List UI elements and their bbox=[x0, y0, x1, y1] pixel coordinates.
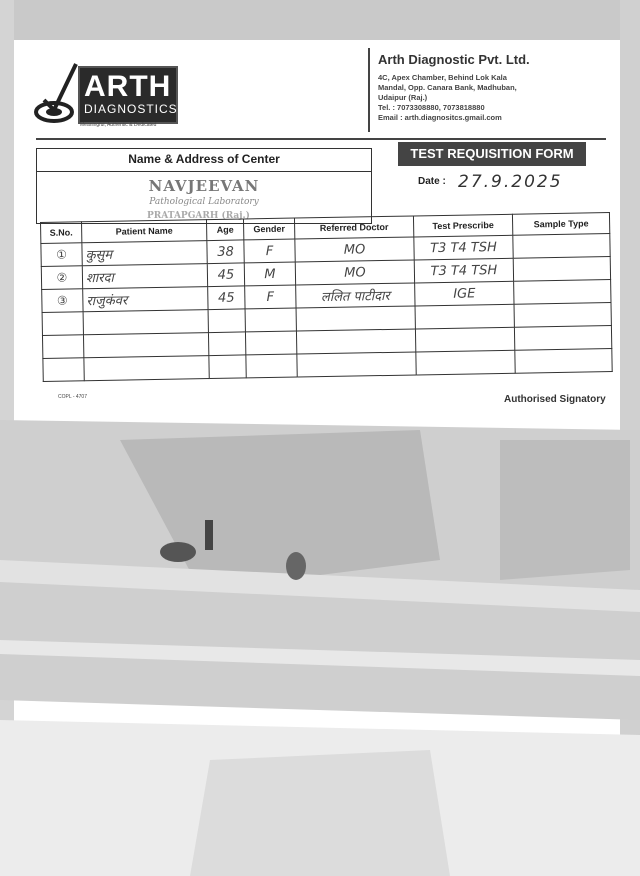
col-header-sample-type: Sample Type bbox=[512, 213, 609, 236]
col-header-gender: Gender bbox=[243, 218, 294, 240]
company-name: Arth Diagnostic Pvt. Ltd. bbox=[378, 52, 530, 67]
cell-sno bbox=[43, 358, 84, 382]
cell-sample bbox=[514, 280, 611, 305]
company-info bbox=[378, 52, 618, 123]
address-line: Mandal, Opp. Canara Bank, Madhuban, bbox=[378, 83, 517, 92]
cell-test bbox=[416, 350, 515, 375]
arth-logo bbox=[34, 60, 184, 126]
cell-doctor bbox=[296, 306, 415, 331]
cell-gender: F bbox=[244, 239, 295, 263]
cell-age bbox=[208, 309, 245, 333]
cell-gender: M bbox=[244, 262, 295, 286]
table-body bbox=[41, 234, 612, 382]
cell-doctor bbox=[297, 352, 416, 377]
cell-name bbox=[84, 356, 209, 381]
cell-name: कुसुम bbox=[82, 241, 207, 266]
address-line: 4C, Apex Chamber, Behind Lok Kala bbox=[378, 73, 507, 82]
cell-test: T3 T4 TSH bbox=[414, 258, 513, 283]
cell-name: शारदा bbox=[82, 264, 207, 289]
cell-doctor: MO bbox=[295, 260, 414, 285]
col-header-age: Age bbox=[206, 219, 243, 241]
col-header-sno: S.No. bbox=[41, 222, 82, 244]
company-address bbox=[378, 73, 618, 123]
form-title: TEST REQUISITION FORM bbox=[398, 142, 586, 166]
address-line: Email : arth.diagnositcs.gmail.com bbox=[378, 113, 502, 122]
cell-doctor: ललित पाटीदार bbox=[296, 283, 415, 308]
col-header-patient-name: Patient Name bbox=[82, 220, 207, 243]
cell-doctor: MO bbox=[295, 237, 414, 262]
cell-gender bbox=[246, 354, 297, 378]
date-value: 27.9.2025 bbox=[458, 172, 563, 192]
cell-sample bbox=[514, 326, 611, 351]
cell-doctor bbox=[296, 329, 415, 354]
logo-brand: ARTH bbox=[84, 70, 172, 103]
cell-gender bbox=[245, 308, 296, 332]
header-rule bbox=[36, 138, 606, 140]
cell-sno: ② bbox=[41, 266, 82, 290]
cell-sno: ① bbox=[41, 243, 82, 267]
cell-sample bbox=[515, 349, 612, 374]
center-separator bbox=[37, 171, 371, 172]
cell-name bbox=[83, 333, 208, 358]
cell-age bbox=[209, 355, 246, 379]
cell-name: राजुकंवर bbox=[83, 287, 208, 312]
col-header-test-prescribe: Test Prescribe bbox=[413, 214, 512, 237]
cell-age: 45 bbox=[208, 286, 245, 310]
center-stamp-city: PRATAPGARH (Raj.) bbox=[147, 211, 250, 221]
logo-tagline: Meaningful, Authentic & Dedicated bbox=[80, 122, 157, 128]
cell-test bbox=[415, 304, 514, 329]
cell-age: 38 bbox=[207, 240, 244, 264]
form-code: COPL - 4707 bbox=[58, 394, 87, 400]
cell-test: IGE bbox=[415, 281, 514, 306]
patient-table bbox=[40, 212, 613, 382]
cell-sno bbox=[42, 312, 83, 336]
cell-sample bbox=[513, 257, 610, 282]
address-line: Udaipur (Raj.) bbox=[378, 93, 428, 102]
date-label: Date : bbox=[418, 176, 446, 187]
cell-gender: F bbox=[245, 285, 296, 309]
cell-name bbox=[83, 310, 208, 335]
target-check-icon bbox=[34, 60, 80, 126]
cell-test bbox=[415, 327, 514, 352]
logo-badge bbox=[78, 66, 178, 124]
authorised-signatory-label: Authorised Signatory bbox=[504, 394, 606, 405]
cell-sno bbox=[42, 335, 83, 359]
cell-sno: ③ bbox=[42, 289, 83, 313]
cell-sample bbox=[513, 234, 610, 259]
center-box bbox=[36, 148, 372, 224]
cell-sample bbox=[514, 303, 611, 328]
center-title: Name & Address of Center bbox=[128, 152, 280, 166]
address-line: Tel. : 7073308880, 7073818880 bbox=[378, 103, 485, 112]
header-divider bbox=[368, 48, 370, 132]
cell-test: T3 T4 TSH bbox=[414, 235, 513, 260]
logo-sub: DIAGNOSTICS bbox=[84, 102, 178, 116]
col-header-referred-doctor: Referred Doctor bbox=[294, 216, 413, 239]
cell-gender bbox=[245, 331, 296, 355]
cell-age: 45 bbox=[207, 263, 244, 287]
center-stamp-name: NAVJEEVAN bbox=[148, 177, 260, 195]
cell-age bbox=[208, 332, 245, 356]
center-stamp-subtitle: Pathological Laboratory bbox=[149, 197, 259, 207]
